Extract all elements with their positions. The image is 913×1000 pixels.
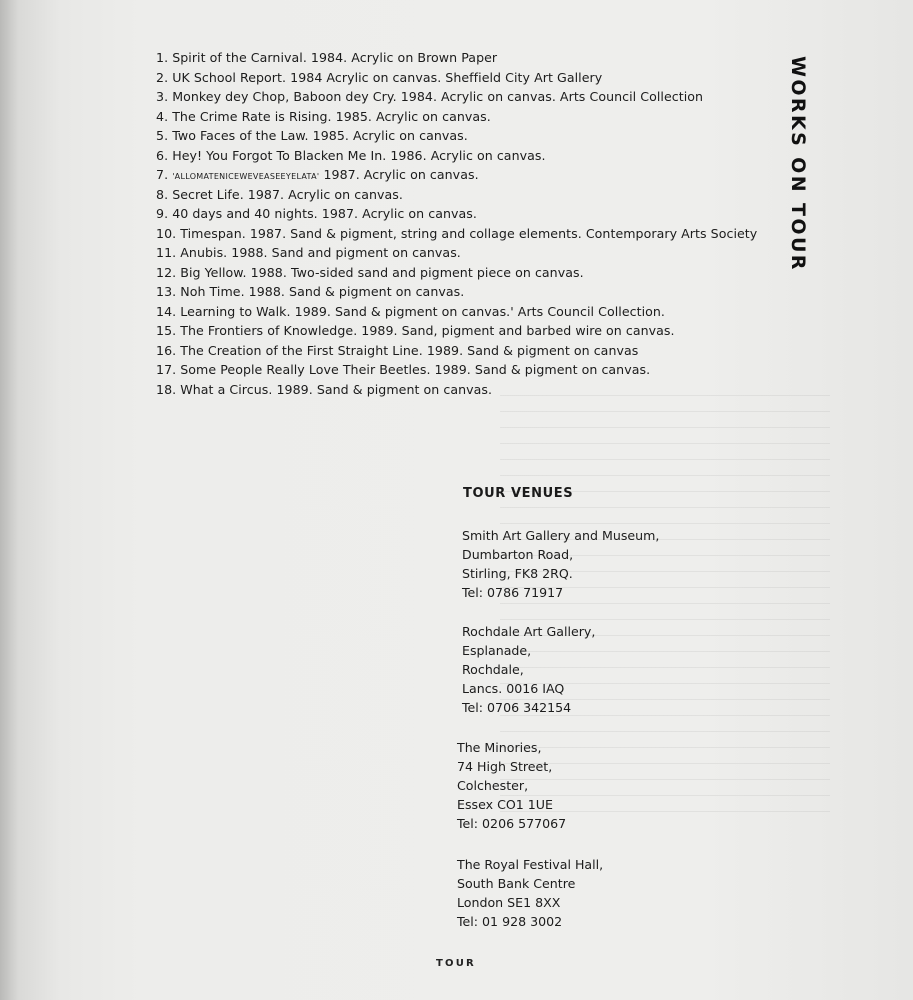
list-item (156, 126, 796, 146)
list-item (156, 107, 796, 127)
venue-smith-art-gallery (462, 526, 659, 602)
item-number: 17. (156, 362, 177, 377)
venue-line: Smith Art Gallery and Museum, (462, 528, 660, 543)
list-item (156, 302, 796, 322)
works-list (156, 48, 796, 399)
venue-the-minories (457, 738, 566, 833)
item-text: Two Faces of the Law. 1985. Acrylic on canvas. (172, 128, 468, 143)
item-text: 40 days and 40 nights. 1987. Acrylic on canvas. (172, 206, 477, 221)
item-text: Spirit of the Carnival. 1984. Acrylic on Brown Paper (172, 50, 498, 65)
venue-phone: Tel: 0706 342154 (462, 700, 572, 715)
tour-venues-heading: TOUR VENUES (463, 486, 574, 501)
item-number: 8. (156, 186, 169, 202)
item-number: 9. (156, 206, 169, 221)
venue-line: Stirling, FK8 2RQ. (462, 566, 573, 581)
item-number: 11. (156, 245, 177, 260)
item-number: 14. (156, 303, 177, 319)
venue-line: Lancs. 0016 IAQ (462, 681, 565, 696)
page-footer: TOUR (436, 958, 476, 969)
list-item (156, 87, 796, 107)
item-text: 1987. Acrylic on canvas. (319, 167, 479, 182)
venue-phone: Tel: 0206 577067 (457, 816, 567, 831)
item-text: Learning to Walk. 1989. Sand & pigment on canvas.' Arts Council Collection. (180, 303, 665, 319)
venue-phone: Tel: 01 928 3002 (457, 914, 563, 929)
venue-line: South Bank Centre (457, 876, 576, 891)
item-number: 7. (156, 167, 169, 182)
item-number: 10. (156, 225, 177, 241)
item-number: 16. (156, 342, 177, 358)
venue-line: Colchester, (457, 778, 529, 793)
venue-line: Dumbarton Road, (462, 547, 574, 562)
list-item (156, 185, 796, 205)
item-number: 1. (156, 50, 169, 65)
venue-line: The Royal Festival Hall, (457, 857, 604, 872)
item-number: 4. (156, 108, 169, 124)
venue-line: The Minories, (457, 740, 542, 755)
list-item (156, 263, 796, 283)
list-item (156, 48, 796, 68)
venue-line: 74 High Street, (457, 759, 553, 774)
item-number: 2. (156, 69, 169, 85)
item-text: The Frontiers of Knowledge. 1989. Sand, pigment and barbed wire on canvas. (180, 323, 675, 338)
list-item (156, 146, 796, 166)
list-item (156, 204, 796, 224)
item-text: What a Circus. 1989. Sand & pigment on canvas. (180, 381, 493, 397)
list-item (156, 282, 796, 302)
item-number: 5. (156, 128, 169, 143)
item-text: Hey! You Forgot To Blacken Me In. 1986. Acrylic on canvas. (172, 147, 546, 163)
list-item (156, 360, 796, 380)
item-number: 13. (156, 284, 177, 299)
item-number: 18. (156, 381, 177, 397)
venue-line: Essex CO1 1UE (457, 797, 553, 812)
side-title-vertical: WORKS ON TOUR (787, 56, 809, 272)
venue-line: Esplanade, (462, 643, 532, 658)
item-number: 15. (156, 323, 177, 338)
venue-line: Rochdale Art Gallery, (462, 624, 596, 639)
item-text: Noh Time. 1988. Sand & pigment on canvas. (180, 284, 465, 299)
list-item (156, 380, 796, 400)
item-title-smallcaps: 'ALLOMATENICEWEVEASEEYELATA' (172, 172, 320, 181)
item-text: Secret Life. 1987. Acrylic on canvas. (172, 186, 403, 202)
item-text: Some People Really Love Their Beetles. 1989. Sand & pigment on canvas. (180, 362, 651, 377)
item-number: 3. (156, 89, 169, 104)
venue-line: Rochdale, (462, 662, 524, 677)
venue-line: London SE1 8XX (457, 895, 561, 910)
item-text: UK School Report. 1984 Acrylic on canvas. Sheffield City Art Gallery (172, 69, 603, 85)
item-text: Monkey dey Chop, Baboon dey Cry. 1984. Acrylic on canvas. Arts Council Collection (172, 89, 704, 104)
item-text: Anubis. 1988. Sand and pigment on canvas. (180, 245, 461, 260)
item-text: Timespan. 1987. Sand & pigment, string and collage elements. Contemporary Arts Society (180, 225, 758, 241)
item-text: The Creation of the First Straight Line. 1989. Sand & pigment on canvas (180, 342, 639, 358)
venue-rochdale-art-gallery (462, 622, 595, 717)
list-item (156, 68, 796, 88)
list-item (156, 243, 796, 263)
venue-phone: Tel: 0786 71917 (462, 585, 564, 600)
item-text: Big Yellow. 1988. Two-sided sand and pigment piece on canvas. (180, 264, 584, 280)
list-item (156, 165, 796, 185)
item-number: 6. (156, 147, 169, 163)
list-item (156, 224, 796, 244)
item-number: 12. (156, 264, 177, 280)
item-text: The Crime Rate is Rising. 1985. Acrylic on canvas. (172, 108, 491, 124)
list-item (156, 321, 796, 341)
list-item (156, 341, 796, 361)
venue-royal-festival-hall (457, 855, 603, 931)
